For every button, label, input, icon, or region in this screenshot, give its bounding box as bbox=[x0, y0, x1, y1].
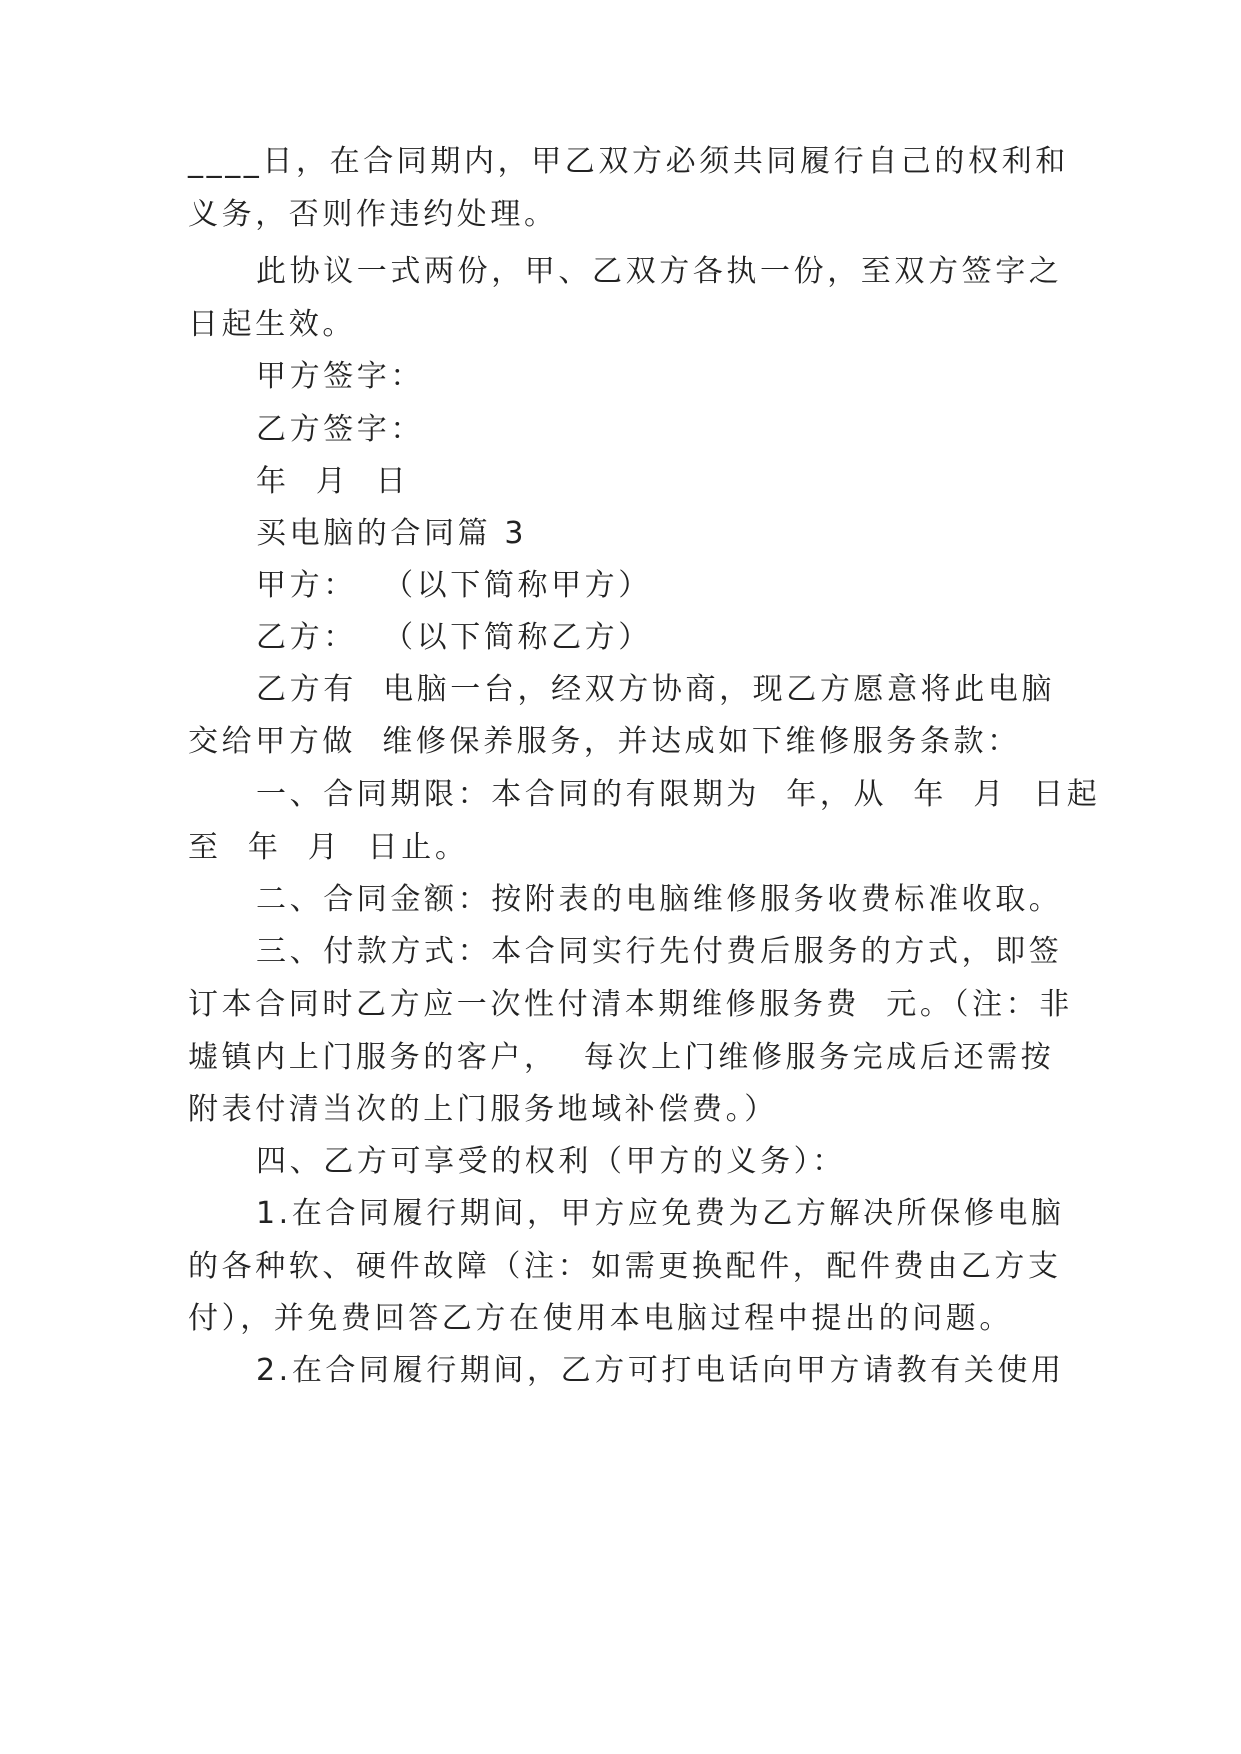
paragraph-line: 至 年 月 日止。 bbox=[188, 830, 469, 865]
date-line: 年 月 日 bbox=[256, 464, 410, 499]
paragraph-line: 墟镇内上门服务的客户， 每次上门维修服务完成后还需按 bbox=[188, 1040, 1055, 1075]
paragraph-line: 乙方有 电脑一台，经双方协商，现乙方愿意将此电脑 bbox=[256, 672, 1056, 707]
list-item: 1.在合同履行期间，甲方应免费为乙方解决所保修电脑 bbox=[256, 1196, 1065, 1231]
party-b-line: 乙方： （以下简称乙方） bbox=[256, 620, 652, 655]
clause-payment: 三、付款方式：本合同实行先付费后服务的方式，即签 bbox=[256, 934, 1063, 969]
paragraph-line: 的各种软、硬件故障（注：如需更换配件，配件费由乙方支 bbox=[188, 1249, 1062, 1284]
signature-line-party-a: 甲方签字： bbox=[256, 359, 424, 394]
clause-rights: 四、乙方可享受的权利（甲方的义务）： bbox=[256, 1144, 846, 1179]
clause-term: 一、合同期限：本合同的有限期为 年，从 年 月 日起 bbox=[256, 777, 1101, 812]
signature-line-party-b: 乙方签字： bbox=[256, 412, 424, 447]
list-item: 2.在合同履行期间，乙方可打电话向甲方请教有关使用 bbox=[256, 1353, 1065, 1388]
clause-amount: 二、合同金额：按附表的电脑维修服务收费标准收取。 bbox=[256, 882, 1063, 917]
paragraph-line: 附表付清当次的上门服务地域补偿费。） bbox=[188, 1092, 778, 1127]
paragraph-line: 此协议一式两份，甲、乙双方各执一份，至双方签字之 bbox=[256, 254, 1063, 289]
paragraph-line: 交给甲方做 维修保养服务，并达成如下维修服务条款： bbox=[188, 724, 1021, 759]
paragraph-line: 日起生效。 bbox=[188, 307, 356, 342]
paragraph-line: 订本合同时乙方应一次性付清本期维修服务费 元。（注：非 bbox=[188, 987, 1073, 1022]
paragraph-line: 义务，否则作违约处理。 bbox=[188, 197, 558, 232]
party-a-line: 甲方： （以下简称甲方） bbox=[256, 568, 652, 603]
section-title: 买电脑的合同篇 3 bbox=[256, 516, 528, 551]
paragraph-line: ____日，在合同期内，甲乙双方必须共同履行自己的权利和 bbox=[188, 144, 1069, 179]
paragraph-line: 付），并免费回答乙方在使用本电脑过程中提出的问题。 bbox=[188, 1301, 1013, 1336]
